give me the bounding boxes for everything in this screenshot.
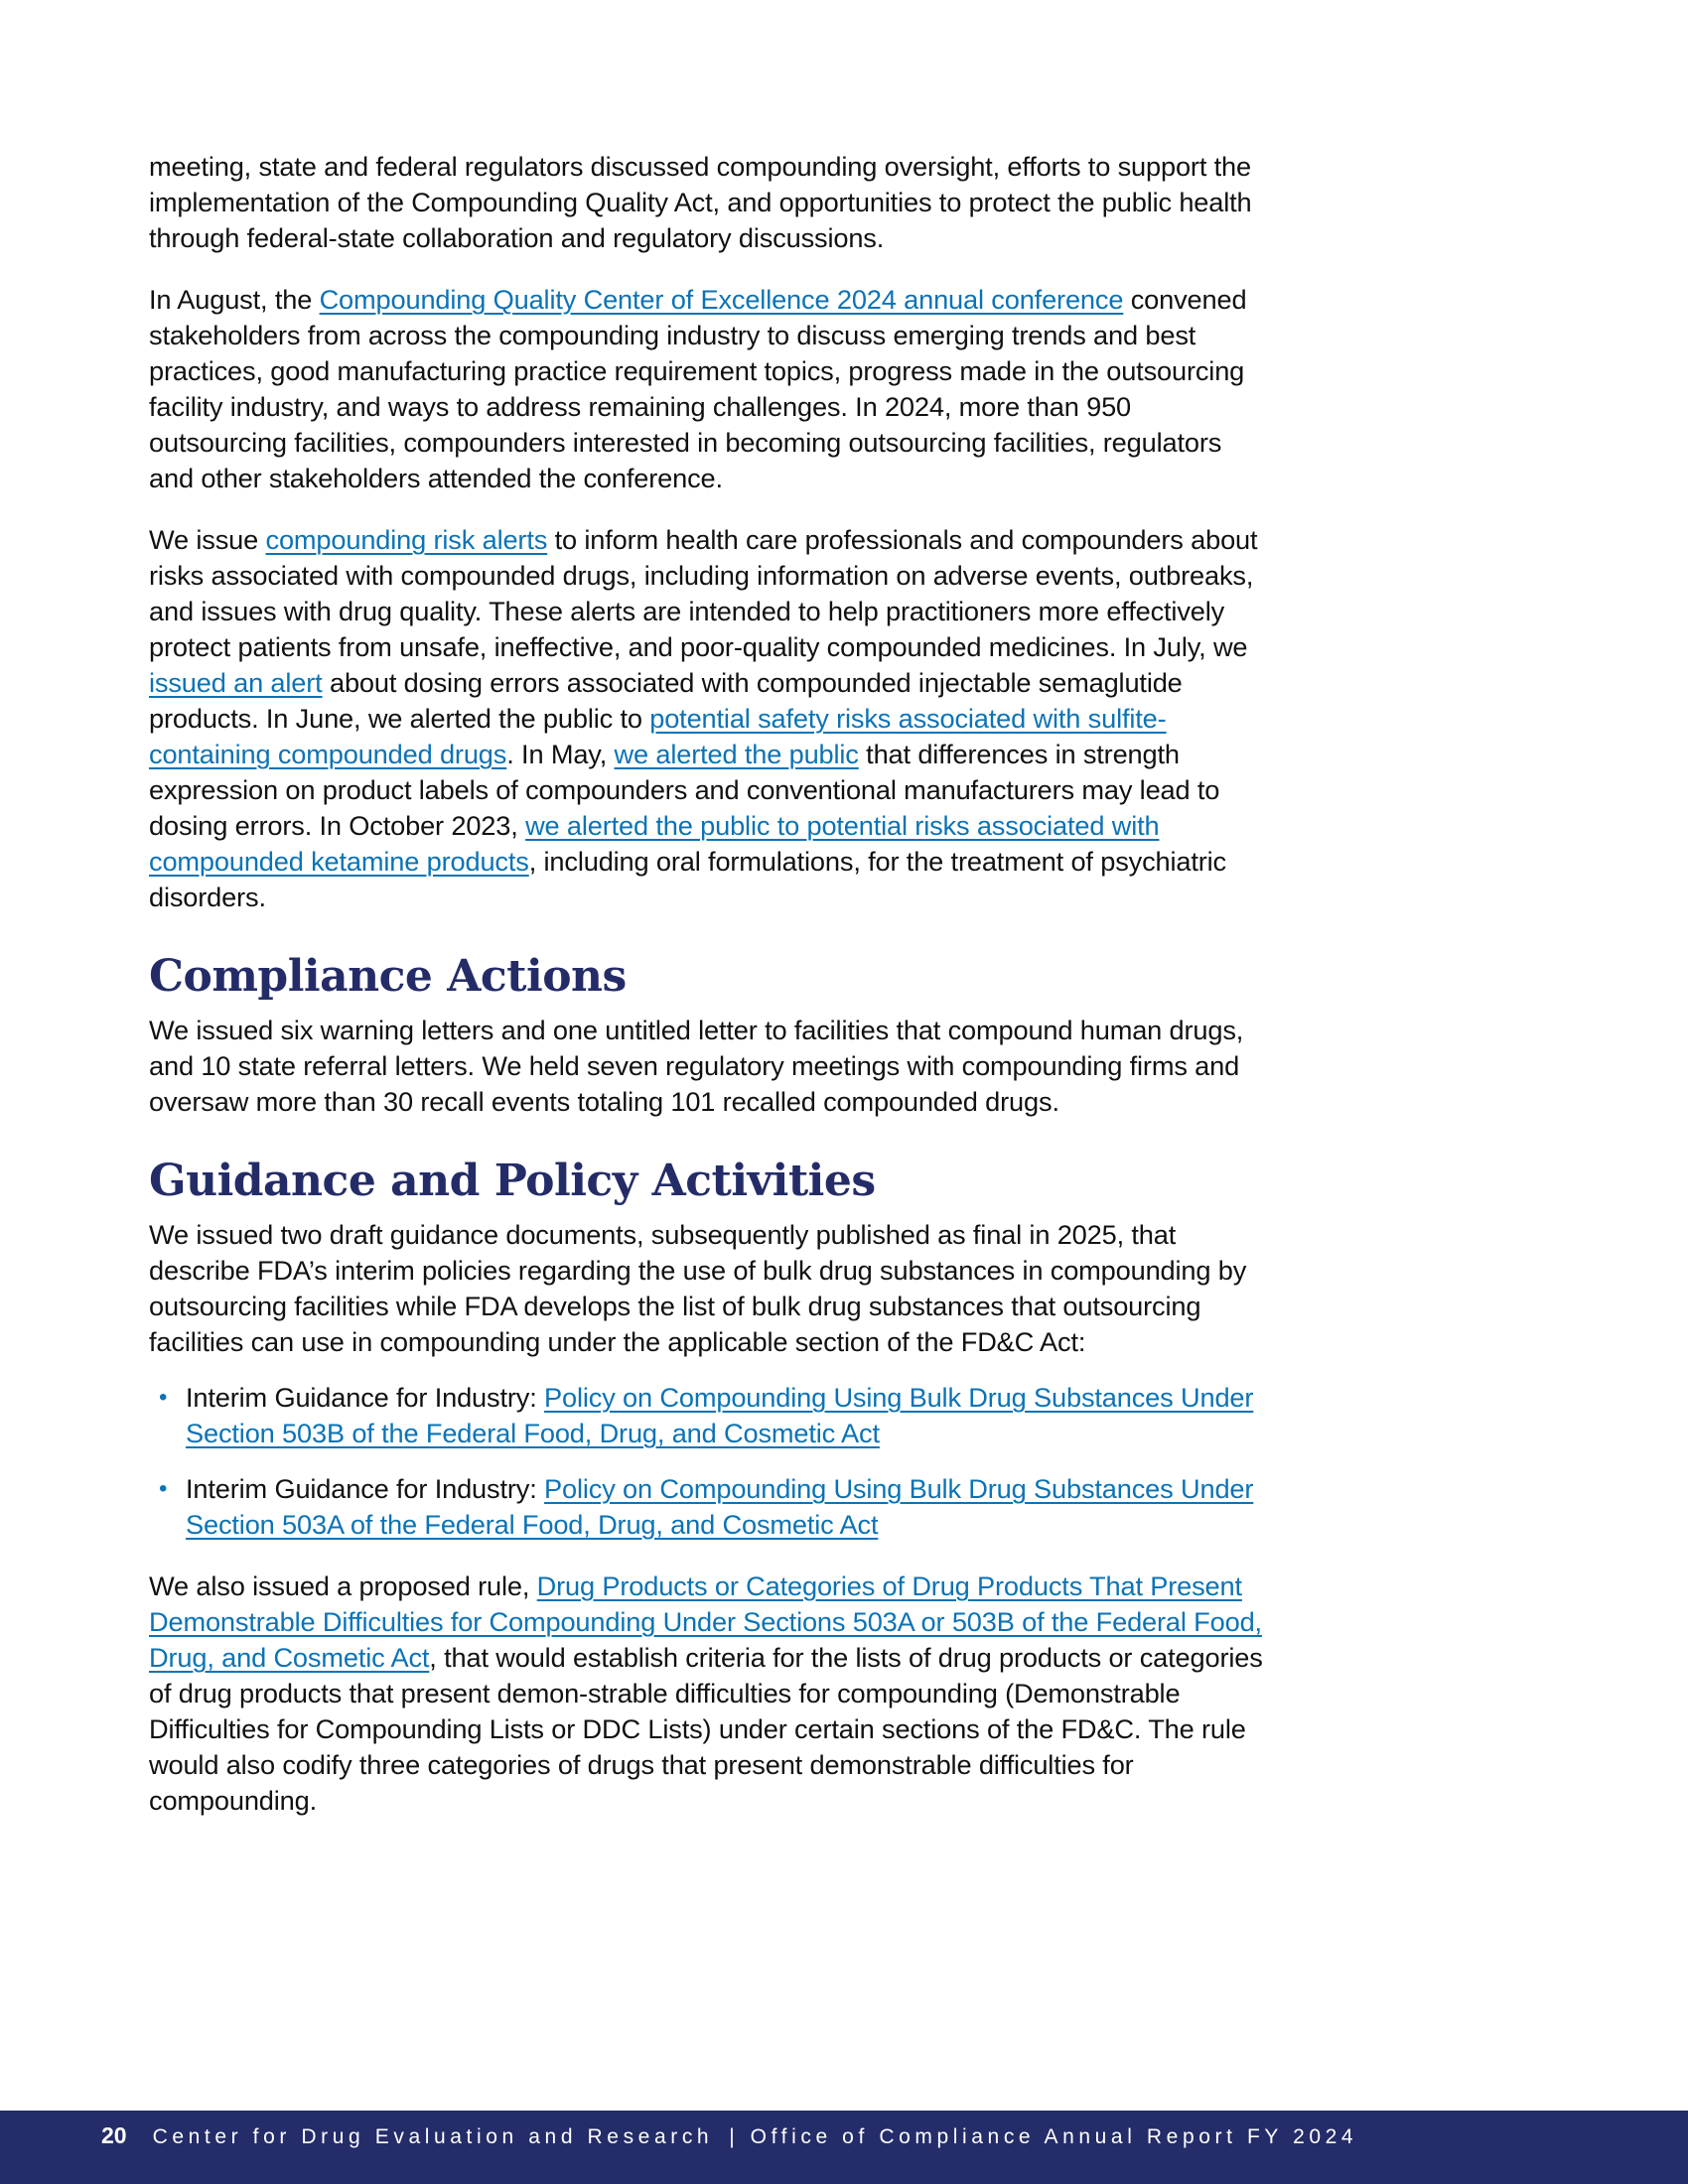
guidance-policy-heading: Guidance and Policy Activities (149, 1156, 876, 1206)
risk-alerts-paragraph (149, 522, 1271, 915)
bullet-icon: • (159, 1475, 168, 1502)
risk-alerts-text-2: to inform health care professionals and compounders about risks associated with compounded drugs, including information on adverse events, outbreaks, and issues with drug quality. These alerts are intended to help practitioners more effectively protect patients from unsafe, ineffective, and poor-quality compounded medicines. In July, we (149, 524, 1258, 662)
proposed-rule-link[interactable]: Drug Products or Categories of Drug Products That Present Demonstrable Difficulties for Compounding Under Sections 503A or 503B of the Federal Food, Drug, and Cosmetic Act (149, 1570, 1262, 1673)
guidance-list-item-503b (149, 1380, 1271, 1451)
guidance-intro-text: We issued two draft guidance documents, subsequently published as final in 2025, that describe FDA’s interim policies regarding the use of bulk drug substances in compounding by outsourcing facilities while FDA develops the list of bulk drug substances that outsourcing facilities can use in compounding under the applicable section of the FD&C Act: (149, 1219, 1247, 1357)
footer-divider: | (729, 2125, 735, 2148)
compliance-actions-paragraph (149, 1013, 1271, 1120)
proposed-rule-suffix: , that would establish criteria for the lists of drug products or categories of drug products that present demon-strable difficulties for compounding (Demonstrable Difficulties for Compounding Lists or DDC Lists) under certain sections of the FD&C. The rule would also codify three categories of drugs that present demonstrable difficulties for compounding. (149, 1642, 1263, 1816)
guidance-intro-paragraph (149, 1217, 1271, 1360)
risk-alerts-text-4: . In May, (506, 739, 615, 769)
guidance-list (149, 1380, 1271, 1543)
footer-center-name: Center for Drug Evaluation and Research (152, 2125, 714, 2148)
guidance-503a-link[interactable]: Policy on Compounding Using Bulk Drug Substances Under Section 503A of the Federal Food, Drug, and Cosmetic Act (186, 1473, 1254, 1540)
risk-alerts-text-6: , including oral formulations, for the treatment of psychiatric disorders. (149, 846, 1227, 912)
alerted-the-public-link[interactable]: we alerted the public (614, 739, 859, 769)
ketamine-risks-link[interactable]: we alerted the public to potential risks associated with compounded ketamine products (149, 810, 1160, 877)
page-number: 20 (101, 2122, 127, 2148)
footer-content (101, 2122, 1357, 2149)
guidance-list-item-503a (149, 1471, 1271, 1543)
intro-paragraph (149, 149, 1271, 256)
conference-paragraph (149, 282, 1271, 496)
intro-text: meeting, state and federal regulators discussed compounding oversight, efforts to support the implementation of the Compounding Quality Act, and opportunities to protect the public health through federal-state collaboration and regulatory discussions. (149, 151, 1252, 253)
bullet-icon: • (159, 1384, 168, 1411)
guidance-item-prefix: Interim Guidance for Industry: (186, 1382, 545, 1413)
proposed-rule-paragraph (149, 1569, 1271, 1819)
conference-link[interactable]: Compounding Quality Center of Excellence 2024 annual conference (319, 284, 1124, 315)
risk-alerts-text-1: We issue (149, 524, 266, 555)
guidance-item-prefix: Interim Guidance for Industry: (186, 1473, 545, 1504)
compounding-risk-alerts-link[interactable]: compounding risk alerts (265, 524, 548, 555)
risk-alerts-text-5: that differences in strength expression on product labels of compounders and conventional manufacturers may lead to dosing errors. In October 2023, (149, 739, 1220, 841)
compliance-actions-heading: Compliance Actions (149, 951, 627, 1002)
conference-prefix: In August, the (149, 284, 320, 315)
proposed-rule-prefix: We also issued a proposed rule, (149, 1570, 537, 1601)
footer-report-title: Office of Compliance Annual Report FY 2024 (750, 2125, 1358, 2148)
page-content (149, 149, 1271, 1844)
risk-alerts-text-3: about dosing errors associated with compounded injectable semaglutide products. In June, we alerted the public to (149, 667, 1183, 734)
issued-an-alert-link[interactable]: issued an alert (149, 667, 323, 698)
sulfite-risks-link[interactable]: potential safety risks associated with sulfite-containing compounded drugs (149, 703, 1167, 769)
guidance-503b-link[interactable]: Policy on Compounding Using Bulk Drug Substances Under Section 503B of the Federal Food, Drug, and Cosmetic Act (186, 1382, 1254, 1448)
page-footer (0, 2111, 1688, 2184)
conference-suffix: convened stakeholders from across the compounding industry to discuss emerging trends and best practices, good manufacturing practice requirement topics, progress made in the outsourcing facility industry, and ways to address remaining challenges. In 2024, more than 950 outsourcing facilities, compounders interested in becoming outsourcing facilities, regulators and other stakeholders attended the conference. (149, 284, 1247, 493)
compliance-actions-text: We issued six warning letters and one untitled letter to facilities that compound human drugs, and 10 state referral letters. We held seven regulatory meetings with compounding firms and oversaw more than 30 recall events totaling 101 recalled compounded drugs. (149, 1015, 1244, 1117)
